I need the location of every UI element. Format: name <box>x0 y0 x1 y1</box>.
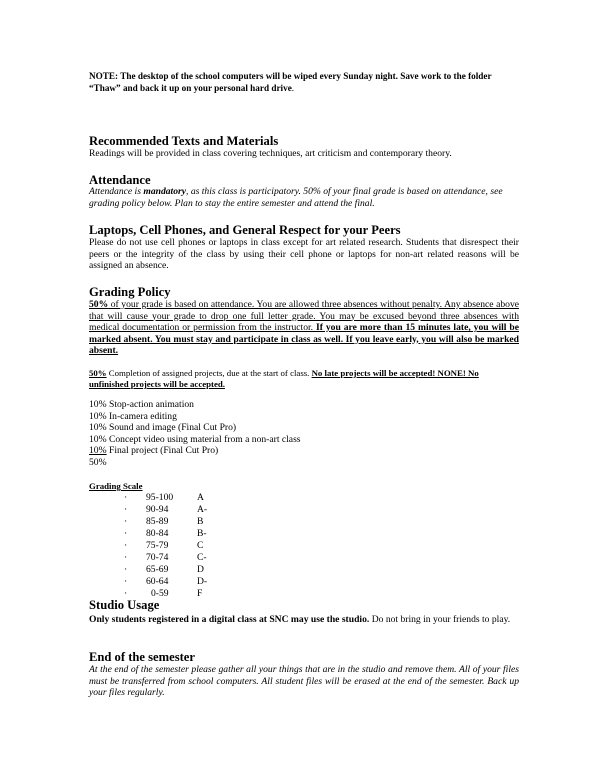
attendance-p1: Attendance is <box>89 186 144 197</box>
scale-bullet: · <box>124 504 128 515</box>
scale-grade: F <box>197 588 203 599</box>
project-item: 10% Concept video using material from a non-art class <box>89 433 301 445</box>
scale-grade: C- <box>197 552 207 563</box>
final-project-label: Final project (Final Cut Pro) <box>106 445 219 456</box>
scale-range: 70-74 <box>146 552 169 563</box>
attendance-p3: , as this class is participatory. 50% of your final grade is based on attendance, see grading policy below <box>89 186 503 209</box>
note-text: The desktop of the school computers will be wiped every Sunday night. Save work to the folder “Thaw” and back it up on your personal hard drive <box>89 71 492 93</box>
grading-scale-heading: Grading Scale <box>89 481 143 491</box>
scale-grade: B <box>197 516 204 527</box>
scale-range: 65-69 <box>146 564 169 575</box>
attendance-p4: . Plan to stay the entire semester and attend the final. <box>169 197 375 209</box>
scale-row <box>124 564 264 576</box>
attendance-body <box>89 186 519 209</box>
studio-rest: Do not bring in your friends to play. <box>369 614 511 625</box>
note-label: NOTE: <box>89 71 119 81</box>
scale-bullet: · <box>124 576 128 587</box>
note-paragraph <box>89 70 519 94</box>
scale-range: 95-100 <box>146 492 174 503</box>
studio-heading: Studio Usage <box>89 598 160 612</box>
scale-range: 85-89 <box>146 516 169 527</box>
end-heading: End of the semester <box>89 650 195 664</box>
grading-p1: of your grade is based on attendance. You are allowed three absences without penalty. Any absence above that will cause your grade to drop one full letter grade. You may be excused beyond three absences with medical documentation or permission from the instructor. <box>89 299 519 333</box>
scale-bullet: · <box>124 528 128 539</box>
projects-policy <box>89 368 519 390</box>
scale-bullet: · <box>124 588 128 599</box>
scale-row <box>124 552 264 564</box>
project-item: 10% In-camera editing <box>89 410 177 422</box>
attendance-mandatory: mandatory <box>143 186 187 197</box>
scale-row <box>124 576 264 588</box>
scale-grade: D <box>197 564 204 575</box>
projects-text: Completion of assigned projects, due at the start of class. <box>106 368 312 378</box>
project-list <box>89 399 519 468</box>
scale-bullet: · <box>124 552 128 563</box>
scale-range: 75-79 <box>146 540 169 551</box>
scale-bullet: · <box>124 492 128 503</box>
projects-bold: No late projects will be accepted! NONE! No unfinished projects will be accepted. <box>89 368 479 389</box>
scale-grade: A <box>197 492 204 503</box>
project-item: 10% Stop-action animation <box>89 399 194 410</box>
scale-grade: C <box>197 540 204 551</box>
scale-grade: D- <box>197 576 208 587</box>
grading-p2: If you are more than 15 minutes late, you will be marked absent. You must stay and participate in class as well. If you leave early, you will also be marked absent. <box>89 322 519 356</box>
scale-range: 0-59 <box>151 588 169 599</box>
scale-bullet: · <box>124 516 128 527</box>
scale-bullet: · <box>124 564 128 575</box>
scale-range: 80-84 <box>146 528 169 539</box>
project-item-final <box>89 445 519 457</box>
laptops-body: Please do not use cell phones or laptops in class except for art related research. Students that disrespect their peers or the integrity of the class by using their cell phone or laptops for non-art related reasons will be assigned an absence. <box>89 237 519 271</box>
project-total: 50% <box>89 456 107 468</box>
scale-row <box>124 492 264 504</box>
grading-heading: Grading Policy <box>89 285 171 299</box>
studio-bold: Only students registered in a digital class at SNC may use the studio. <box>89 614 370 625</box>
grading-pct: 50% <box>89 299 109 310</box>
laptops-heading: Laptops, Cell Phones, and General Respect for your Peers <box>89 223 401 237</box>
project-item: 10% Sound and image (Final Cut Pro) <box>89 422 237 433</box>
scale-row <box>124 504 264 516</box>
grading-body <box>89 299 519 357</box>
scale-bullet: · <box>124 540 128 551</box>
texts-heading: Recommended Texts and Materials <box>89 134 279 148</box>
end-body: At the end of the semester please gather all your things that are in the studio and remove them. All of your files must be transferred from school computers. All student files will be erased at the end of the semester. Back up your files regularly. <box>89 664 519 698</box>
final-project-pct: 10% <box>89 445 107 456</box>
scale-grade: B- <box>197 528 207 539</box>
scale-range: 60-64 <box>146 576 169 587</box>
studio-body <box>89 614 519 626</box>
projects-pct: 50% <box>89 368 107 378</box>
texts-body: Readings will be provided in class covering techniques, art criticism and contemporary theory. <box>89 148 452 159</box>
scale-grade: A- <box>197 504 208 515</box>
attendance-heading: Attendance <box>89 173 151 187</box>
scale-row <box>124 516 264 528</box>
note-end: . <box>291 83 295 93</box>
scale-range: 90-94 <box>146 504 169 515</box>
scale-row <box>124 528 264 540</box>
scale-row <box>124 540 264 552</box>
